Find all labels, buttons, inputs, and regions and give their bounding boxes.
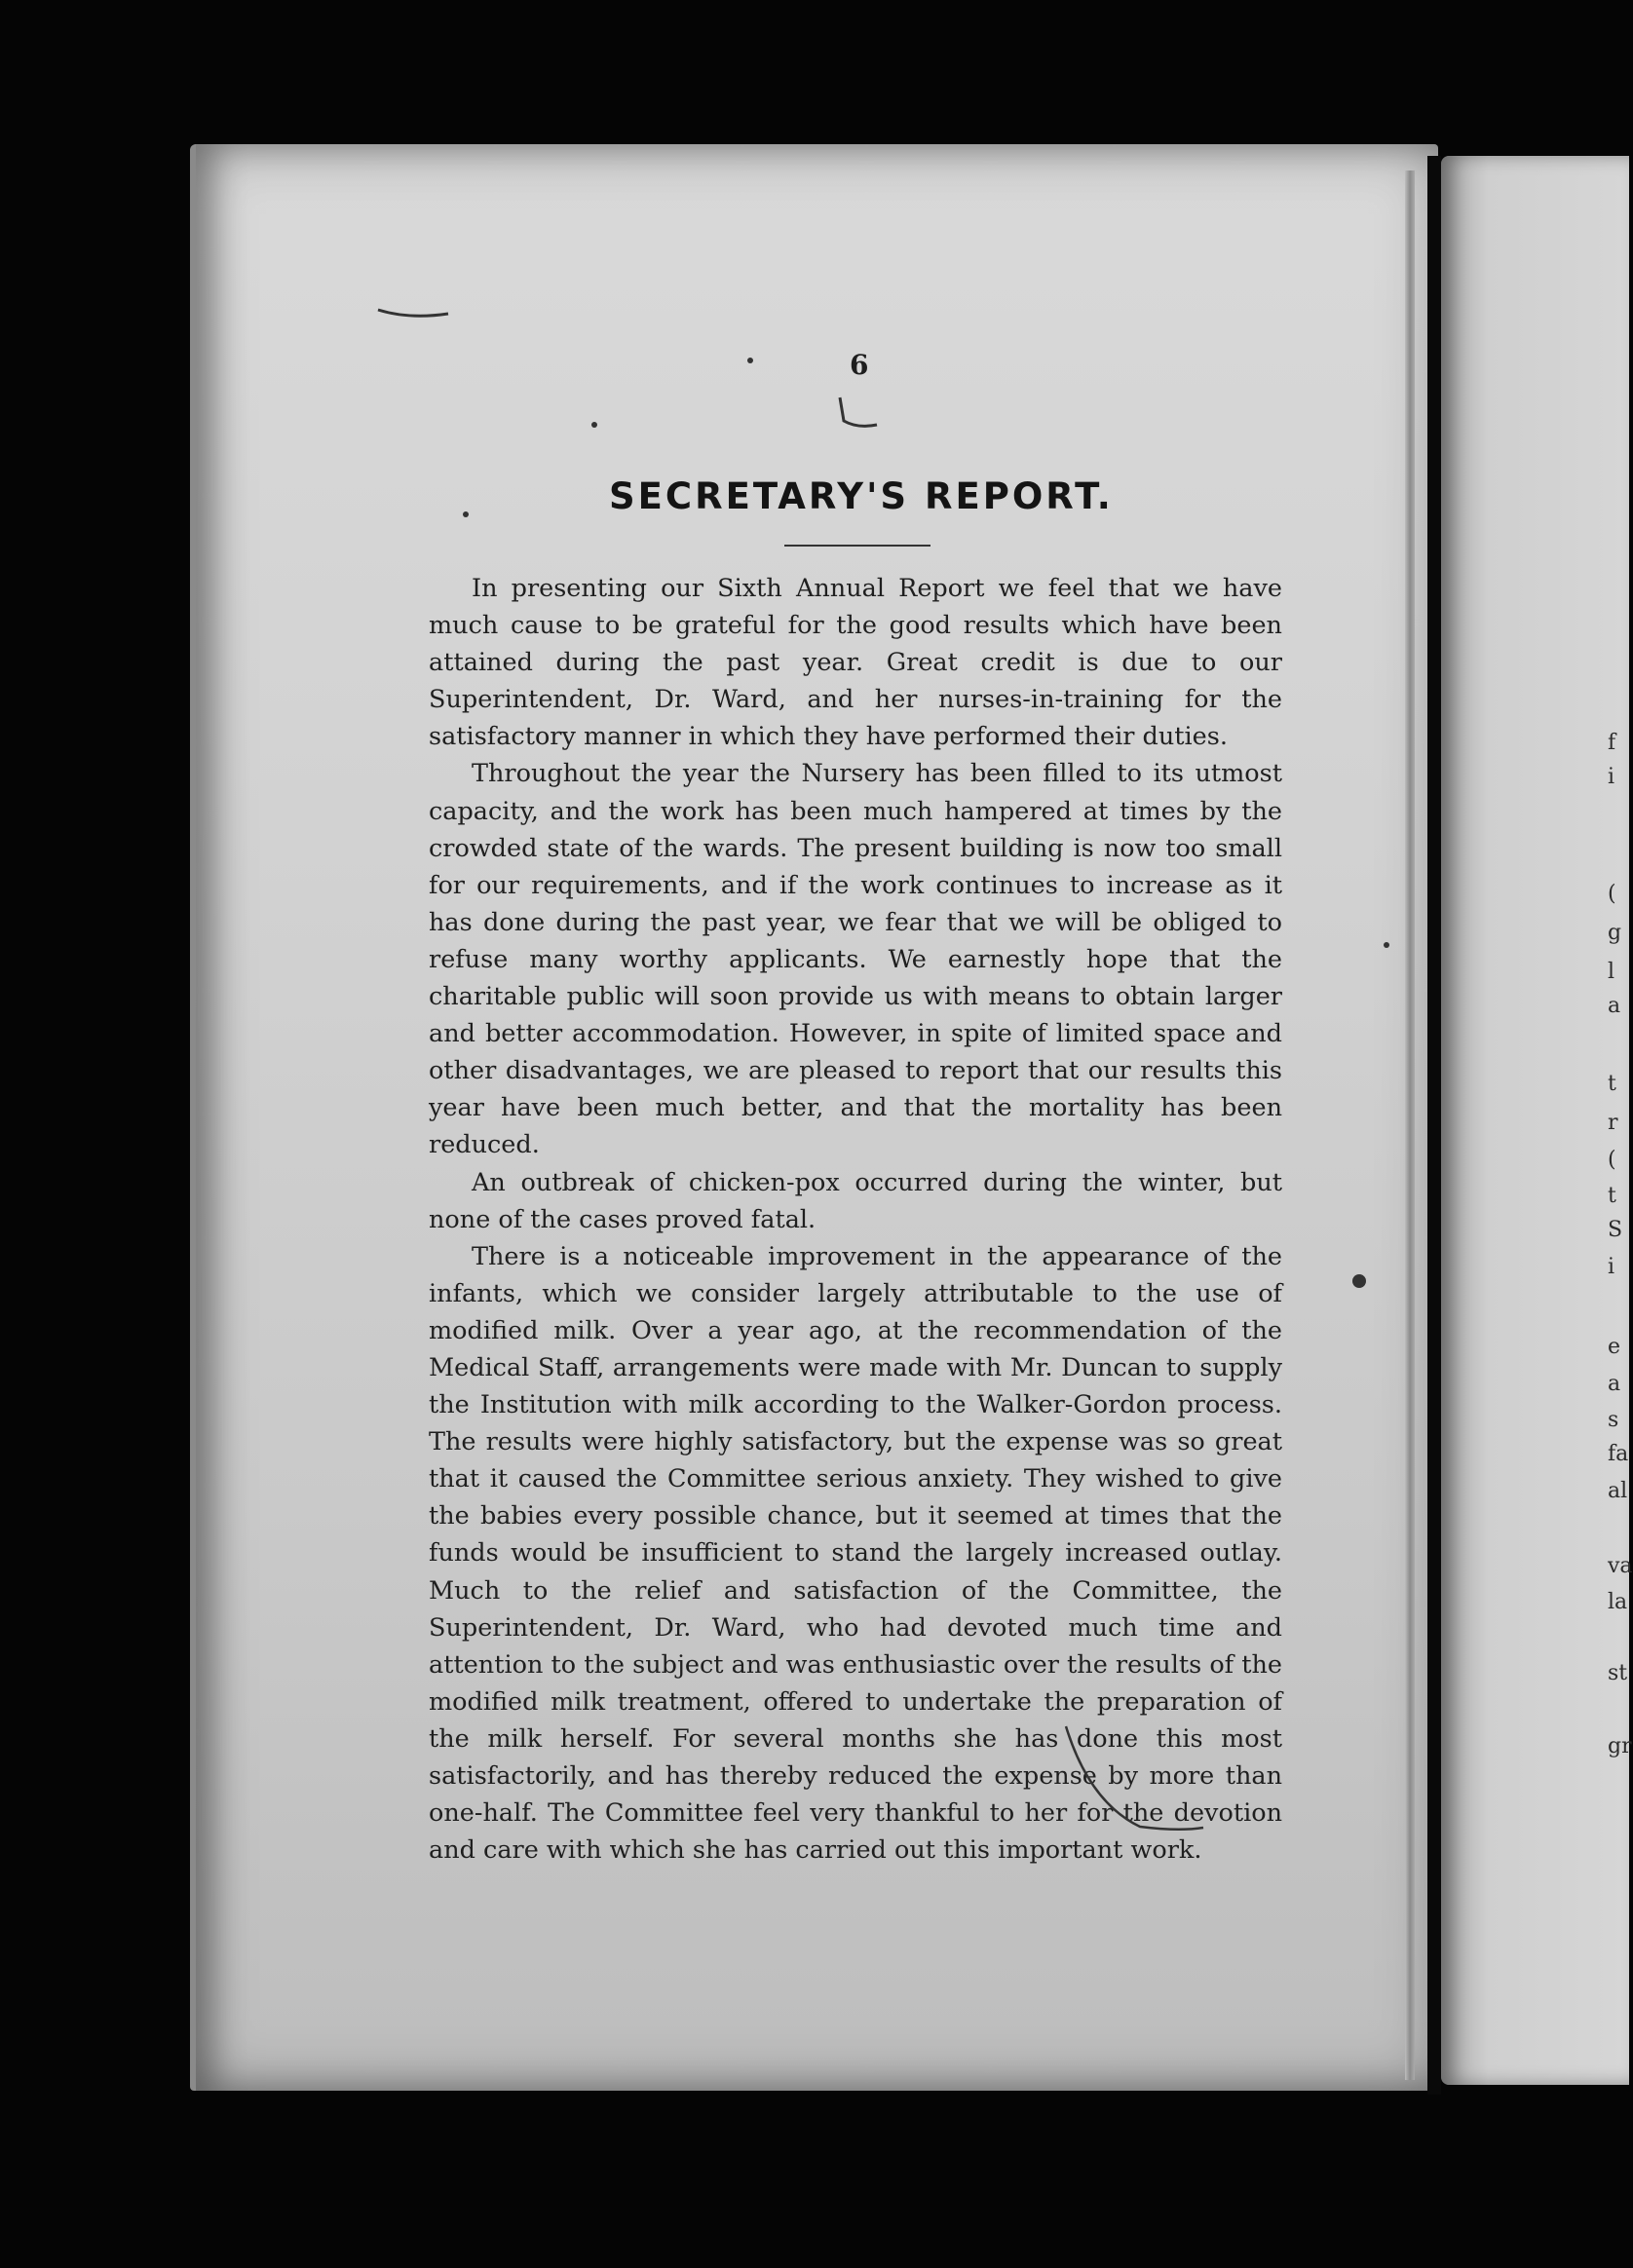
- fragment: t: [1608, 1072, 1616, 1096]
- fragment: la: [1608, 1590, 1628, 1614]
- fragment: S: [1608, 1218, 1623, 1242]
- fragment: a: [1608, 1372, 1621, 1396]
- fragment: i: [1608, 765, 1615, 789]
- next-page: [1441, 156, 1629, 2085]
- fragment: (: [1608, 882, 1616, 906]
- page-title: SECRETARY'S REPORT.: [609, 475, 1114, 517]
- fragment: t: [1608, 1184, 1616, 1208]
- fragment: g: [1608, 921, 1622, 945]
- paragraph: An outbreak of chicken-pox occurred during the winter, but none of the cases proved fatal.: [429, 1167, 1282, 1234]
- fragment: i: [1608, 1255, 1615, 1279]
- fragment: e: [1608, 1335, 1621, 1359]
- fragment: l: [1608, 960, 1615, 984]
- paragraph: Throughout the year the Nursery has been filled to its utmost capacity, and the work has been much hampered at times by the crowded state of the wards. The present building is now too small for our requirements, and if the work continues to increase as it has done during the past year, we fear that we will be obliged to refuse many worthy applicants. We earnestly hope that the charitable public will soon provide us with means to obtain larger and better accommodation. However, in spite of limited space and other disadvantages, we are pleased to report that our results this year have been much better, and that the mortality has been reduced.: [429, 759, 1282, 1160]
- book-gutter: [1427, 156, 1441, 2095]
- fragment: f: [1608, 731, 1616, 755]
- page-edge: [1405, 170, 1415, 2080]
- fragment: gr: [1608, 1734, 1632, 1758]
- fragment: fa: [1608, 1442, 1629, 1466]
- fragment: s: [1608, 1408, 1619, 1432]
- page-number: 6: [850, 349, 869, 381]
- title-rule: [784, 545, 930, 547]
- paragraph: There is a noticeable improvement in the appearance of the infants, which we consider largely attributable to the use of modified milk. Over a year ago, at the recommendation of the Medical Staff, arrangements were made with Mr. Duncan to supply the Institution with milk according to the Walker-Gordon process. The results were highly satisfactory, but the expense was so great that it caused the Committee serious anxiety. They wished to give the babies every possible chance, but it seemed at times that the funds would be insufficient to stand the largely increased outlay. Much to the relief and satisfaction of the Committee, the Superintendent, Dr. Ward, who had devoted much time and attention to the subject and was enthusiastic over the results of the modified milk treatment, offered to undertake the preparation of the milk herself. For several months she has done this most satisfactorily, and has thereby reduced the expense by more than one-half. The Committee feel very thankful to her for the devotion and care with which she has carried out this important work.: [429, 1241, 1282, 1866]
- report-body: [429, 570, 1282, 1869]
- fragment: va: [1608, 1554, 1633, 1578]
- fragment: (: [1608, 1148, 1616, 1172]
- fragment: st: [1608, 1661, 1628, 1685]
- paragraph: In presenting our Sixth Annual Report we feel that we have much cause to be grateful for the good results which have been attained during the past year. Great credit is due to our Superintendent, Dr. Ward, and her nurses-in-training for the satisfactory manner in which they have performed their duties.: [429, 574, 1282, 752]
- fragment: al: [1608, 1479, 1628, 1503]
- fragment: a: [1608, 994, 1621, 1018]
- fragment: r: [1608, 1111, 1618, 1135]
